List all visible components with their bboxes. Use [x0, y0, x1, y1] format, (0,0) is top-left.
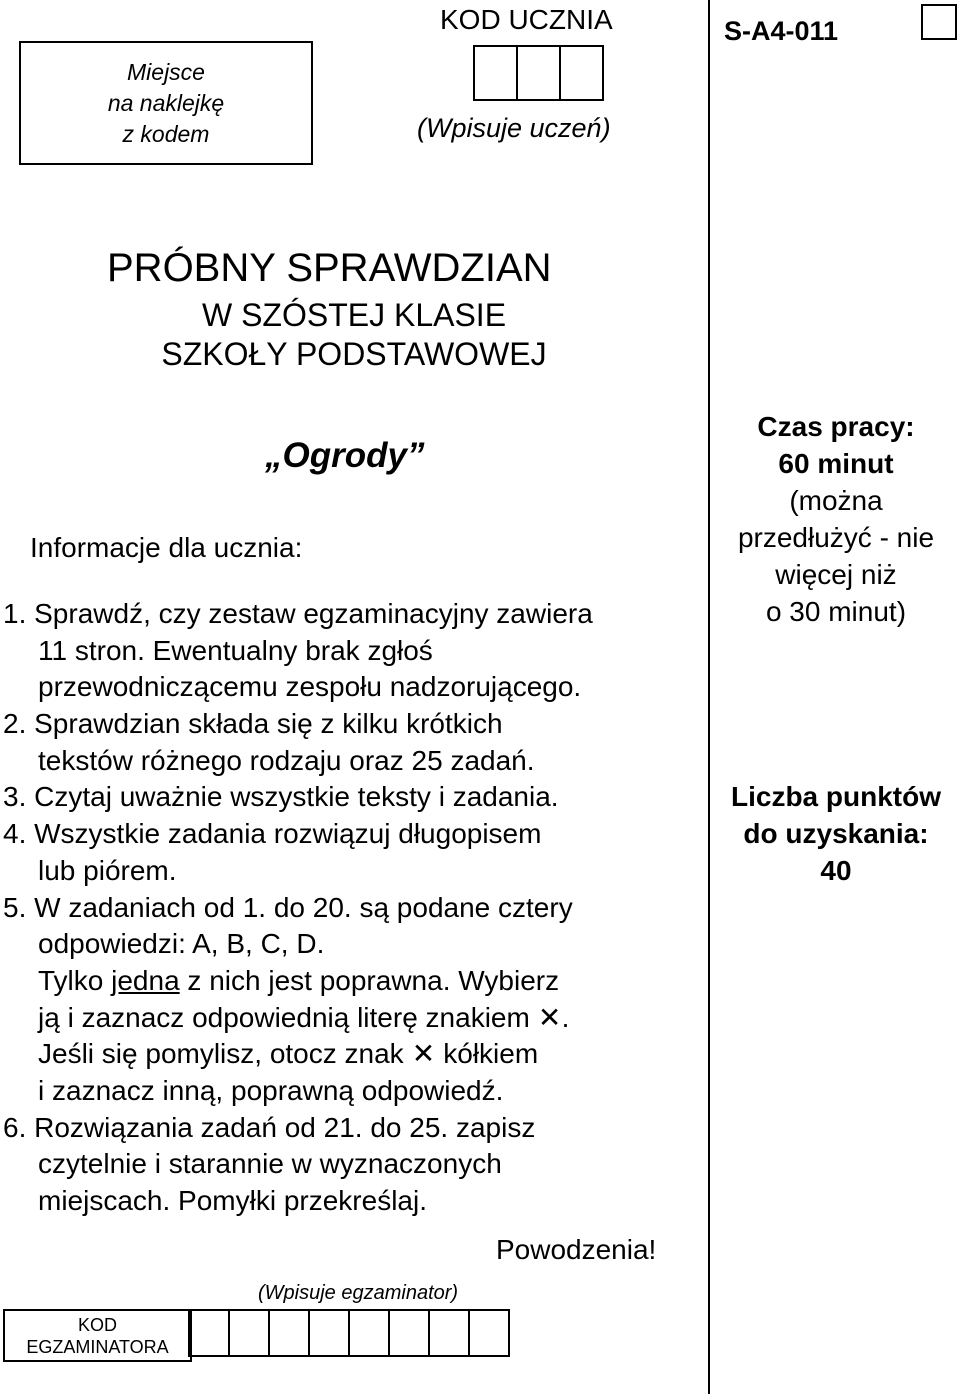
points-label: do uzyskania: — [743, 818, 929, 849]
instruction-line: miejscach. Pomyłki przekreślaj. — [38, 1185, 427, 1216]
instruction-line: 1. Sprawdź, czy zestaw egzaminacyjny zawiera — [3, 598, 593, 629]
good-luck-text: Powodzenia! — [496, 1234, 657, 1265]
student-code-cell[interactable] — [516, 45, 561, 101]
instruction-line — [3, 1000, 703, 1037]
work-time-note: o 30 minut) — [765, 596, 907, 627]
cross-mark-icon: ✕ — [537, 1001, 562, 1033]
exam-title: PRÓBNY SPRAWDZIAN — [107, 246, 552, 290]
student-code-cell[interactable] — [559, 45, 604, 101]
examiner-code-cell[interactable] — [468, 1309, 510, 1357]
examiner-code-cell[interactable] — [348, 1309, 390, 1357]
instruction-line: 5. W zadaniach od 1. do 20. są podane cztery — [3, 891, 573, 923]
student-code-title: KOD UCZNIA — [440, 4, 613, 35]
instruction-line: 2. Sprawdzian składa się z kilku krótkich — [3, 708, 503, 740]
instruction-line: przewodniczącemu zespołu nadzorującego. — [38, 671, 582, 703]
examiner-label-line-2: EGZAMINATORA — [26, 1336, 169, 1357]
work-time-info — [712, 408, 960, 630]
examiner-note: (Wpisuje egzaminator) — [258, 1282, 459, 1304]
sticker-line-1: Miejsce — [127, 58, 205, 85]
sticker-placeholder — [19, 41, 313, 165]
student-code-note: (Wpisuje uczeń) — [417, 113, 611, 143]
column-divider — [708, 0, 710, 1394]
points-label: Liczba punktów — [731, 781, 941, 812]
examiner-code-cell[interactable] — [188, 1309, 230, 1357]
student-code-cells — [473, 45, 604, 101]
instructions-heading: Informacje dla ucznia: — [30, 532, 303, 563]
instruction-text: Tylko — [38, 964, 112, 996]
examiner-code-label — [3, 1309, 192, 1362]
instruction-line: i zaznacz inną, poprawną odpowiedź. — [38, 1074, 504, 1106]
instruction-line: odpowiedzi: A, B, C, D. — [38, 928, 325, 960]
student-code-cell[interactable] — [473, 45, 518, 101]
instruction-line: 3. Czytaj uważnie wszystkie teksty i zadania. — [3, 781, 559, 813]
examiner-label-line-1: KOD — [77, 1314, 117, 1335]
instruction-line: czytelnie i starannie w wyznaczonych — [38, 1148, 502, 1180]
instruction-text: kółkiem — [435, 1038, 539, 1070]
examiner-code-cell[interactable] — [388, 1309, 430, 1357]
points-value: 40 — [820, 855, 852, 886]
instruction-line: lub piórem. — [38, 854, 177, 886]
exam-subtitle — [0, 296, 708, 374]
instruction-line: 11 stron. Ewentualny brak zgłoś — [38, 634, 433, 666]
instruction-text: Jeśli się pomylisz, otocz znak — [38, 1038, 412, 1070]
exam-subtitle-line-1: W SZÓSTEJ KLASIE — [201, 297, 507, 333]
work-time-title: Czas pracy: — [757, 411, 915, 442]
instruction-line — [3, 963, 703, 1000]
cross-mark-icon: ✕ — [411, 1038, 436, 1070]
points-info — [712, 778, 960, 889]
examiner-code-cells — [190, 1309, 510, 1357]
emphasis-one: jedna — [111, 964, 180, 996]
instruction-line: 6. Rozwiązania zadań od 21. do 25. zapisz — [3, 1111, 536, 1143]
corner-checkbox[interactable] — [921, 4, 957, 40]
instruction-text: ją i zaznacz odpowiednią literę znakiem — [38, 1001, 538, 1033]
instruction-line: tekstów różnego rodzaju oraz 25 zadań. — [38, 744, 535, 776]
instruction-text: . — [561, 1001, 570, 1033]
sticker-line-2: na naklejkę — [107, 89, 225, 116]
exam-code-label: S-A4-011 — [724, 16, 839, 46]
instruction-line — [3, 1036, 703, 1073]
work-time-note: przedłużyć - nie — [737, 522, 935, 553]
sticker-line-3: z kodem — [122, 120, 210, 147]
work-time-value: 60 minut — [778, 448, 894, 479]
work-time-note: (można — [789, 485, 883, 516]
work-time-note: więcej niż — [775, 559, 897, 590]
exam-subject: „Ogrody” — [265, 436, 425, 475]
examiner-code-cell[interactable] — [268, 1309, 310, 1357]
examiner-code-cell[interactable] — [308, 1309, 350, 1357]
exam-subtitle-line-2: SZKOŁY PODSTAWOWEJ — [161, 336, 547, 372]
instructions-list — [3, 596, 703, 1220]
instruction-text: z nich jest poprawna. Wybierz — [179, 964, 560, 996]
examiner-code-cell[interactable] — [228, 1309, 270, 1357]
examiner-code-cell[interactable] — [428, 1309, 470, 1357]
instruction-line: 4. Wszystkie zadania rozwiązuj długopisem — [3, 818, 542, 850]
